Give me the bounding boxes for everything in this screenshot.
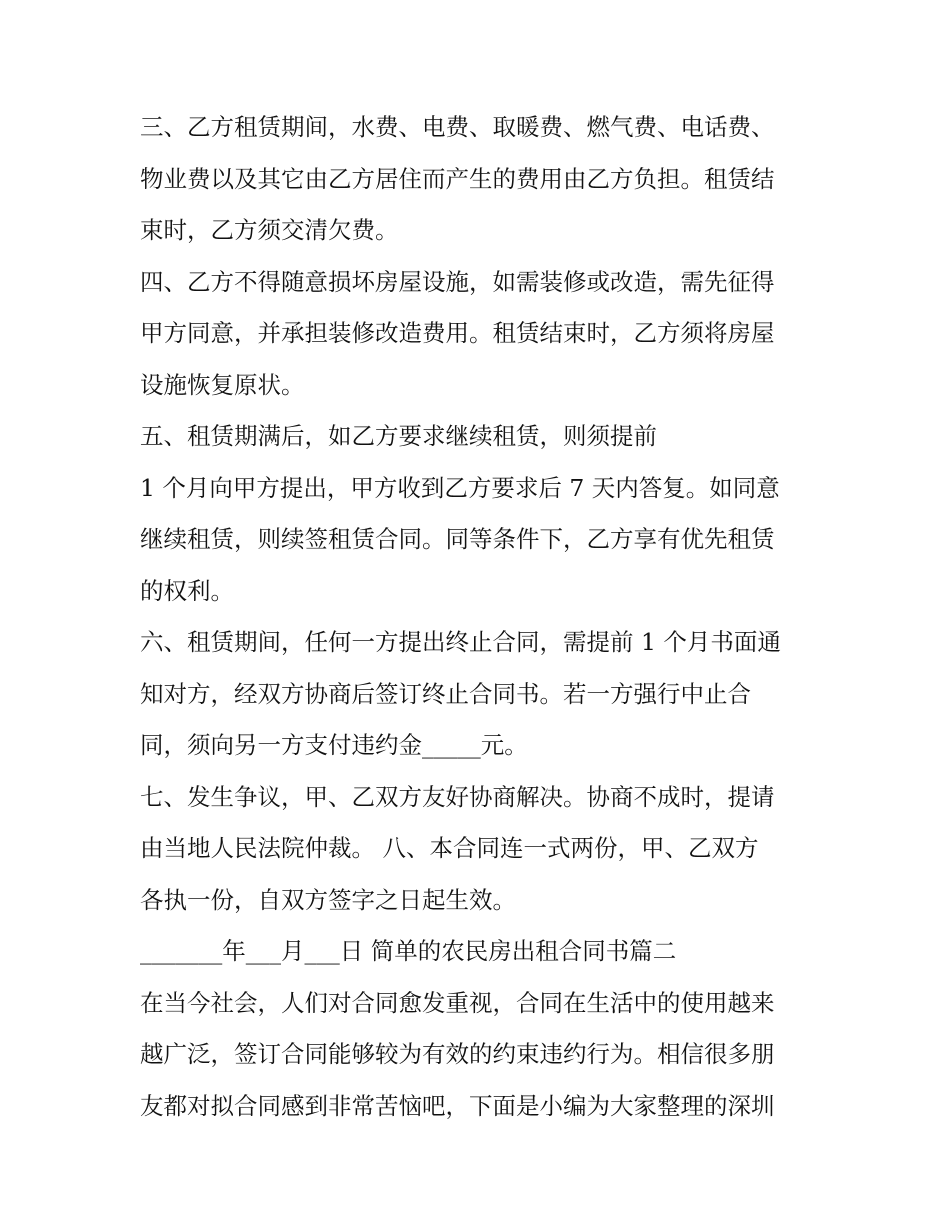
- text-line: 六、租赁期间，任何一方提出终止合同，需提前 1 个月书面通: [140, 628, 781, 656]
- text-line: 的权利。: [140, 576, 234, 605]
- text-line: 七、发生争议，甲、乙双方友好协商解决。协商不成时，提请: [140, 782, 775, 811]
- text-line: 1 个月向甲方提出，甲方收到乙方要求后 7 天内答复。如同意: [140, 473, 780, 502]
- text-line: 四、乙方不得随意损坏房屋设施，如需装修或改造，需先征得: [140, 267, 775, 296]
- text-line: 设施恢复原状。: [140, 370, 305, 399]
- text-line: 束时，乙方须交清欠费。: [140, 216, 399, 244]
- text-line: _______年___月___日 简单的农民房出租合同书篇二: [140, 937, 677, 965]
- text-line: 三、乙方租赁期间，水费、电费、取暖费、燃气费、电话费、: [140, 113, 775, 141]
- text-line: 甲方同意，并承担装修改造费用。租赁结束时，乙方须将房屋: [140, 319, 775, 347]
- document-body: [140, 102, 820, 1132]
- text-line: 物业费以及其它由乙方居住而产生的费用由乙方负担。租赁结: [140, 164, 775, 193]
- text-line: 五、租赁期满后，如乙方要求继续租赁，则须提前: [140, 422, 657, 450]
- text-line: 同，须向另一方支付违约金_____元。: [140, 731, 528, 759]
- text-line: 继续租赁，则续签租赁合同。同等条件下，乙方享有优先租赁: [140, 525, 775, 553]
- text-line: 各执一份，自双方签字之日起生效。: [140, 885, 516, 914]
- text-line: 由当地人民法院仲裁。 八、本合同连一式两份，甲、乙双方: [140, 834, 759, 862]
- text-line: 友都对拟合同感到非常苦恼吧，下面是小编为大家整理的深圳: [140, 1091, 775, 1120]
- text-line: 知对方，经双方协商后签订终止合同书。若一方强行中止合: [140, 679, 751, 708]
- text-line: 越广泛，签订合同能够较为有效的约束违约行为。相信很多朋: [140, 1040, 775, 1068]
- text-line: 在当今社会，人们对合同愈发重视，合同在生活中的使用越来: [140, 988, 775, 1017]
